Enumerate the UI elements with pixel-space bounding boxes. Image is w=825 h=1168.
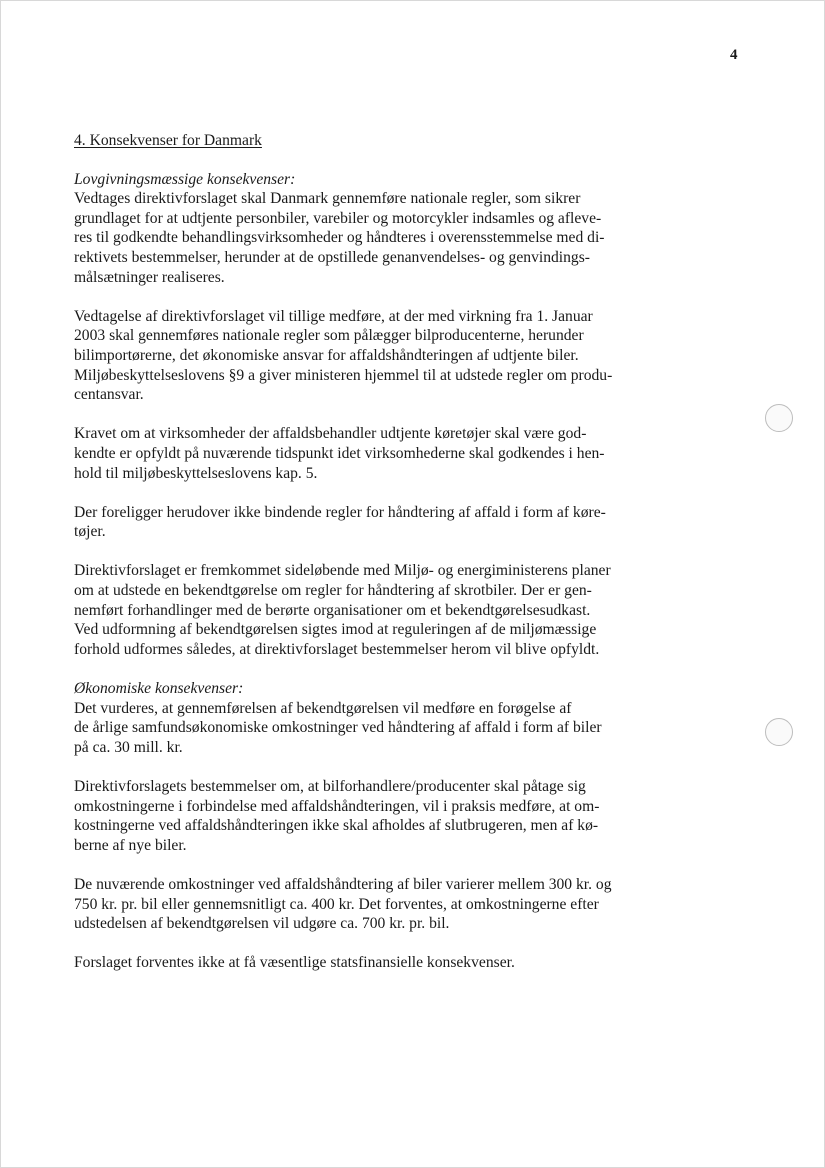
punch-hole-mark <box>765 404 793 432</box>
text-line: målsætninger realiseres. <box>74 268 225 286</box>
text-line: bilimportørerne, det økonomiske ansvar for affaldshåndteringen af udtjente biler. <box>74 346 579 364</box>
page-number: 4 <box>730 47 738 63</box>
text-line: Miljøbeskyttelseslovens §9 a giver ministeren hjemmel til at udstede regler om produ- <box>74 366 613 384</box>
paragraph <box>74 561 744 659</box>
text-line: Direktivforslaget er fremkommet sideløbende med Miljø- og energiministerens planer <box>74 562 611 580</box>
text-line: 750 kr. pr. bil eller gennemsnitligt ca. 400 kr. Det forventes, at omkostningerne efter <box>74 895 599 913</box>
text-line: De nuværende omkostninger ved affaldshåndtering af biler varierer mellem 300 kr. og <box>74 875 612 893</box>
legal-consequences-section <box>74 170 744 660</box>
text-line: grundlaget for at udtjente personbiler, varebiler og motorcykler indsamles og afleve- <box>74 209 602 227</box>
text-line: Ved udformning af bekendtgørelsen sigtes imod at reguleringen af de miljømæssige <box>74 621 597 639</box>
text-line: hold til miljøbeskyttelseslovens kap. 5. <box>74 464 318 482</box>
paragraph <box>74 189 744 287</box>
text-line: tøjer. <box>74 523 106 541</box>
text-line: kendte er opfyldt på nuværende tidspunkt idet virksomhederne skal godkendes i hen- <box>74 444 605 462</box>
text-line: 2003 skal gennemføres nationale regler som pålægger bilproducenterne, herunder <box>74 327 584 345</box>
paragraph <box>74 307 744 405</box>
section-heading: 4. Konsekvenser for Danmark <box>74 132 262 149</box>
text-line: Direktivforslagets bestemmelser om, at bilforhandlere/producenter skal påtage sig <box>74 778 586 795</box>
text-line: omkostningerne i forbindelse med affaldshåndteringen, vil i praksis medføre, at om- <box>74 797 600 815</box>
punch-hole-mark <box>765 718 793 746</box>
paragraph <box>74 699 744 758</box>
document-body <box>74 131 744 993</box>
economic-consequences-section <box>74 679 744 973</box>
text-line: Vedtages direktivforslaget skal Danmark gennemføre nationale regler, som sikrer <box>74 190 581 208</box>
text-line: Det vurderes, at gennemførelsen af bekendtgørelsen vil medføre en forøgelse af <box>74 699 572 717</box>
text-line: Forslaget forventes ikke at få væsentlige statsfinansielle konsekvenser. <box>74 954 515 972</box>
paragraph <box>74 953 744 973</box>
text-line: res til godkendte behandlingsvirksomheder og håndteres i overensstemmelse med di- <box>74 229 605 247</box>
subheading-economic: Økonomiske konsekvenser: <box>74 680 244 698</box>
text-line: centansvar. <box>74 386 144 404</box>
subheading-legal: Lovgivningsmæssige konsekvenser: <box>74 170 296 188</box>
text-line: berne af nye biler. <box>74 836 187 854</box>
text-line: Vedtagelse af direktivforslaget vil tillige medføre, at der med virkning fra 1. Januar <box>74 307 593 325</box>
text-line: kostningerne ved affaldshåndteringen ikke skal afholdes af slutbrugeren, men af kø- <box>74 817 599 835</box>
paragraph <box>74 875 744 934</box>
text-line: nemført forhandlinger med de berørte organisationer om et bekendtgørelsesudkast. <box>74 601 591 619</box>
text-line: udstedelsen af bekendtgørelsen vil udgøre ca. 700 kr. pr. bil. <box>74 915 450 933</box>
paragraph <box>74 503 744 542</box>
text-line: om at udstede en bekendtgørelse om regler for håndtering af skrotbiler. Der er gen- <box>74 582 592 600</box>
paragraph <box>74 424 744 483</box>
text-line: Der foreligger herudover ikke bindende regler for håndtering af affald i form af køre- <box>74 503 606 521</box>
text-line: de årlige samfundsøkonomiske omkostninger ved håndtering af affald i form af biler <box>74 719 602 737</box>
text-line: Kravet om at virksomheder der affaldsbehandler udtjente køretøjer skal være god- <box>74 425 587 443</box>
text-line: rektivets bestemmelser, herunder at de opstillede genanvendelses- og genvindings- <box>74 248 590 266</box>
text-line: forhold udformes således, at direktivforslaget bestemmelser herom vil blive opfyldt. <box>74 640 600 658</box>
paragraph <box>74 777 744 855</box>
text-line: på ca. 30 mill. kr. <box>74 738 183 756</box>
